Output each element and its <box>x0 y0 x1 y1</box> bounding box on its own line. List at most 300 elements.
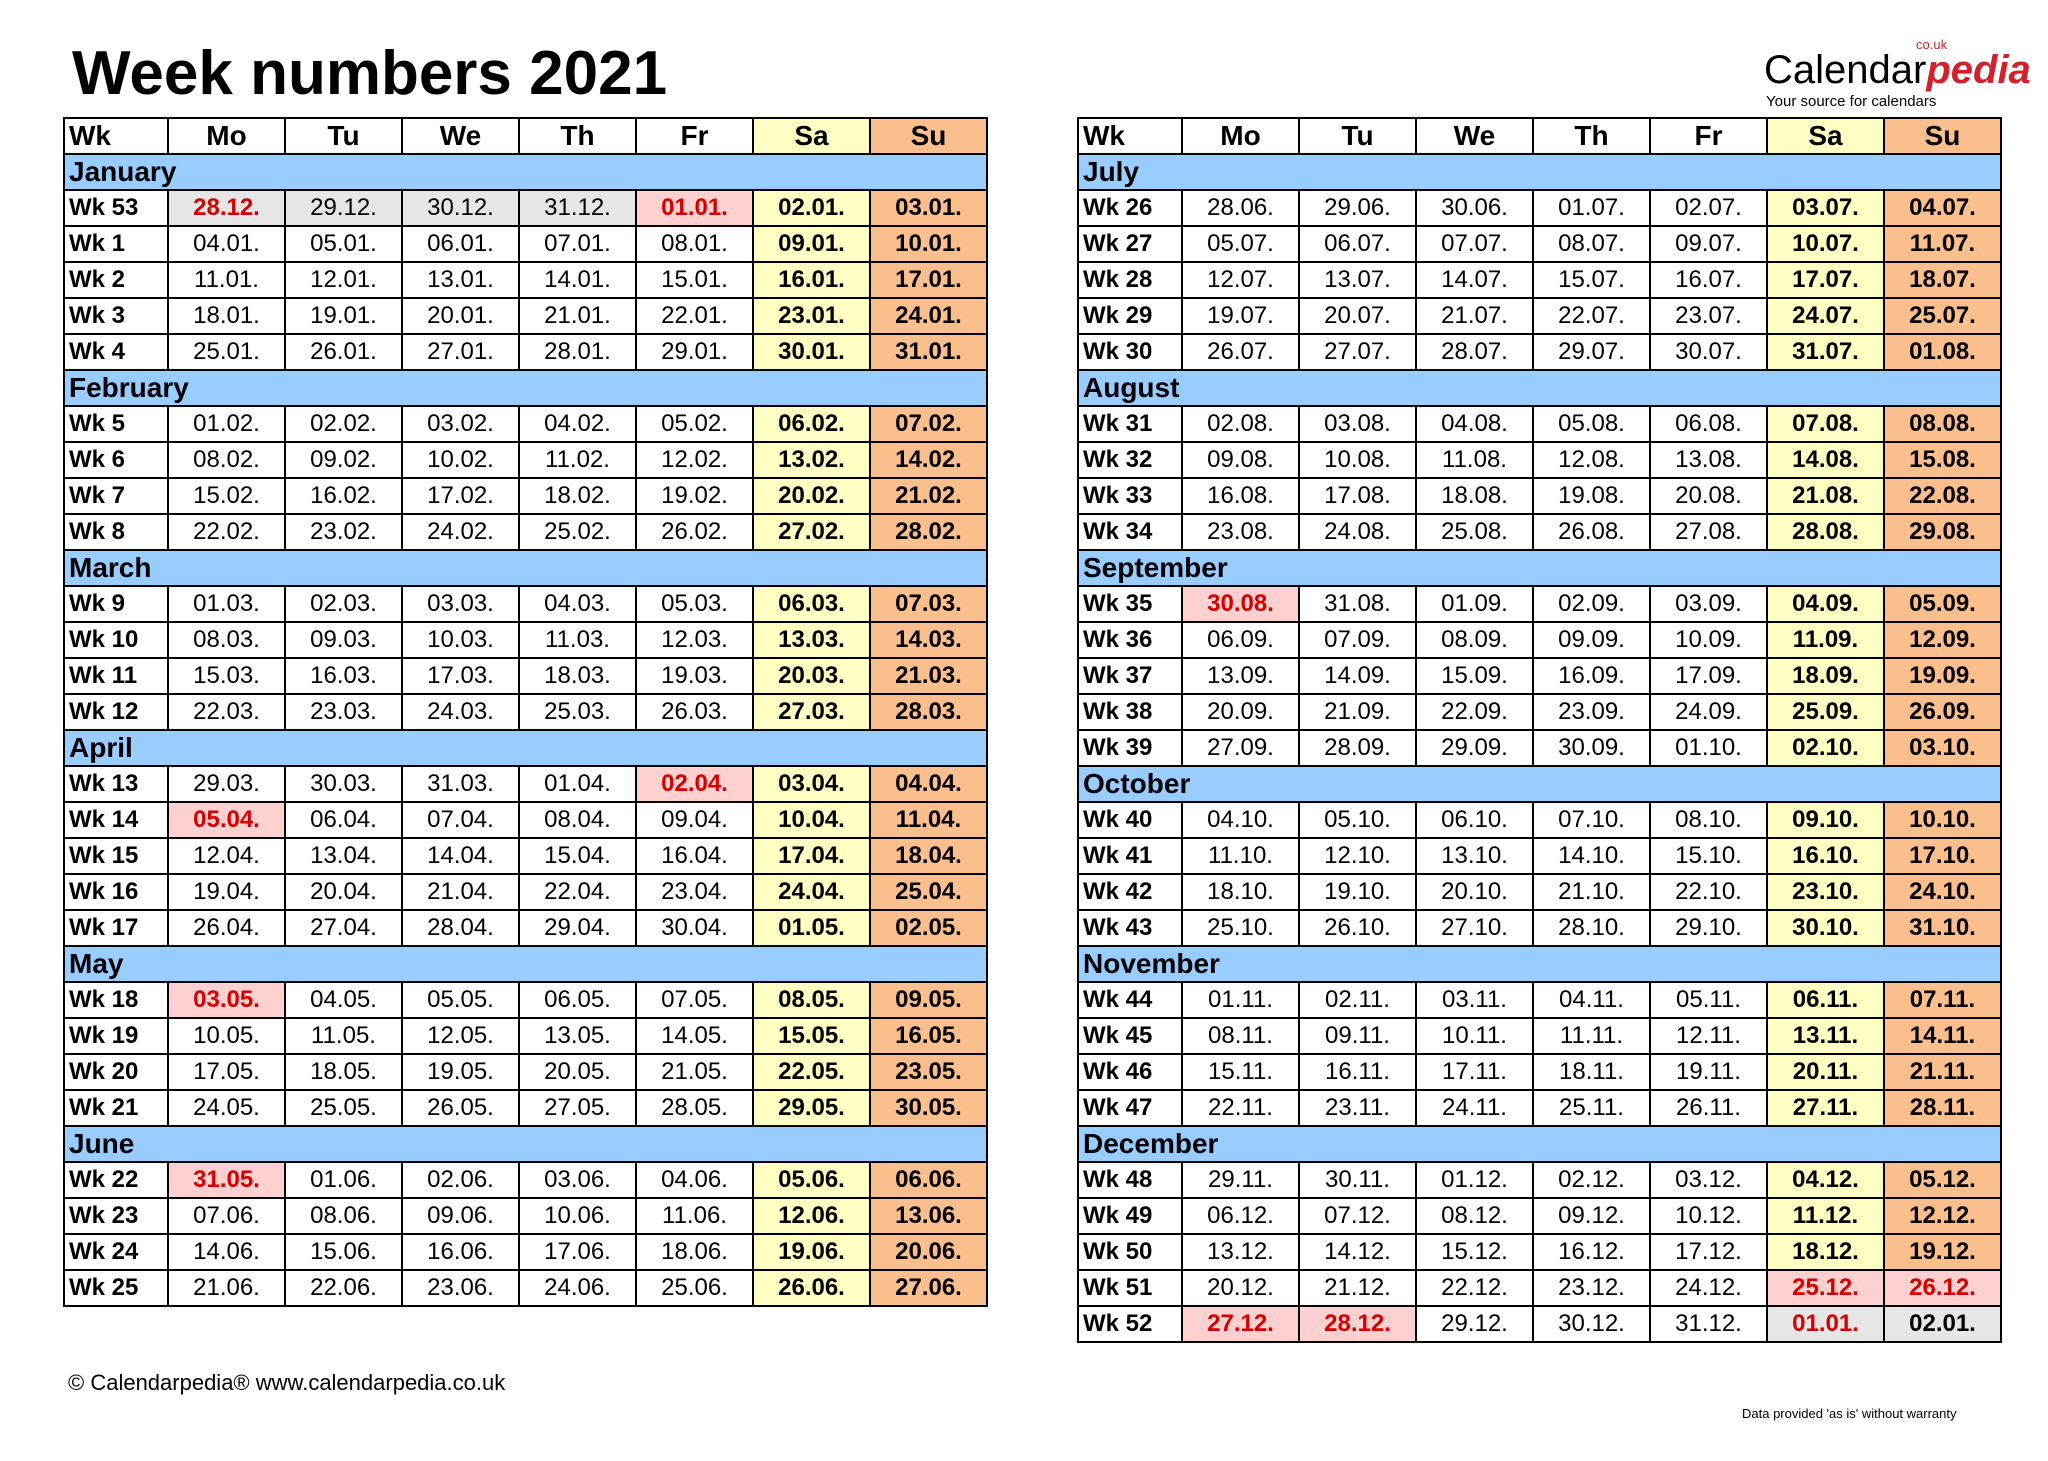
date-cell: 25.06. <box>636 1270 753 1306</box>
date-cell: 01.05. <box>753 910 870 946</box>
date-cell: 21.03. <box>870 658 987 694</box>
date-cell: 02.08. <box>1182 406 1299 442</box>
date-cell: 05.01. <box>285 226 402 262</box>
date-cell: 23.03. <box>285 694 402 730</box>
week-number: Wk 35 <box>1078 586 1182 622</box>
week-number: Wk 38 <box>1078 694 1182 730</box>
holiday-date-cell: 01.01. <box>1767 1306 1884 1342</box>
column-header-mo: Mo <box>168 118 285 154</box>
date-cell: 26.10. <box>1299 910 1416 946</box>
column-header-sa: Sa <box>753 118 870 154</box>
date-cell: 09.05. <box>870 982 987 1018</box>
date-cell: 07.08. <box>1767 406 1884 442</box>
date-cell: 05.03. <box>636 586 753 622</box>
date-cell: 28.11. <box>1884 1090 2001 1126</box>
date-cell: 21.12. <box>1299 1270 1416 1306</box>
date-cell: 24.05. <box>168 1090 285 1126</box>
date-cell: 01.06. <box>285 1162 402 1198</box>
date-cell: 31.10. <box>1884 910 2001 946</box>
date-cell: 18.08. <box>1416 478 1533 514</box>
column-header-we: We <box>1416 118 1533 154</box>
week-row <box>1078 1198 2001 1234</box>
date-cell: 29.04. <box>519 910 636 946</box>
week-number: Wk 31 <box>1078 406 1182 442</box>
date-cell: 25.02. <box>519 514 636 550</box>
date-cell: 19.10. <box>1299 874 1416 910</box>
week-number: Wk 23 <box>64 1198 168 1234</box>
date-cell: 22.02. <box>168 514 285 550</box>
date-cell: 02.10. <box>1767 730 1884 766</box>
date-cell: 28.04. <box>402 910 519 946</box>
date-cell: 12.05. <box>402 1018 519 1054</box>
month-label: November <box>1078 946 2001 982</box>
date-cell: 01.04. <box>519 766 636 802</box>
month-label: March <box>64 550 987 586</box>
date-cell: 06.09. <box>1182 622 1299 658</box>
date-cell: 27.03. <box>753 694 870 730</box>
week-number: Wk 25 <box>64 1270 168 1306</box>
date-cell: 10.12. <box>1650 1198 1767 1234</box>
date-cell: 12.11. <box>1650 1018 1767 1054</box>
footer-disclaimer: Data provided 'as is' without warranty <box>1742 1406 1957 1421</box>
date-cell: 22.09. <box>1416 694 1533 730</box>
week-row <box>1078 658 2001 694</box>
date-cell: 04.07. <box>1884 190 2001 226</box>
date-cell: 06.01. <box>402 226 519 262</box>
column-header-su: Su <box>870 118 987 154</box>
date-cell: 05.06. <box>753 1162 870 1198</box>
date-cell: 18.01. <box>168 298 285 334</box>
date-cell: 02.06. <box>402 1162 519 1198</box>
week-row <box>1078 478 2001 514</box>
date-cell: 14.05. <box>636 1018 753 1054</box>
week-number: Wk 14 <box>64 802 168 838</box>
date-cell: 25.01. <box>168 334 285 370</box>
date-cell: 12.02. <box>636 442 753 478</box>
week-number: Wk 18 <box>64 982 168 1018</box>
date-cell: 27.04. <box>285 910 402 946</box>
date-cell: 28.07. <box>1416 334 1533 370</box>
week-number: Wk 34 <box>1078 514 1182 550</box>
date-cell: 18.12. <box>1767 1234 1884 1270</box>
week-number: Wk 24 <box>64 1234 168 1270</box>
week-number: Wk 8 <box>64 514 168 550</box>
date-cell: 23.09. <box>1533 694 1650 730</box>
month-label: December <box>1078 1126 2001 1162</box>
date-cell: 24.10. <box>1884 874 2001 910</box>
week-row <box>64 766 987 802</box>
week-row <box>64 334 987 370</box>
date-cell: 08.01. <box>636 226 753 262</box>
calendar-table-first-half <box>63 117 988 1307</box>
date-cell: 15.08. <box>1884 442 2001 478</box>
date-cell: 14.03. <box>870 622 987 658</box>
date-cell: 07.03. <box>870 586 987 622</box>
date-cell: 29.12. <box>285 190 402 226</box>
week-number: Wk 29 <box>1078 298 1182 334</box>
date-cell: 02.05. <box>870 910 987 946</box>
date-cell: 09.02. <box>285 442 402 478</box>
date-cell: 18.03. <box>519 658 636 694</box>
week-number: Wk 21 <box>64 1090 168 1126</box>
date-cell: 27.02. <box>753 514 870 550</box>
date-cell: 24.11. <box>1416 1090 1533 1126</box>
date-cell: 12.12. <box>1884 1198 2001 1234</box>
date-cell: 10.07. <box>1767 226 1884 262</box>
date-cell: 27.06. <box>870 1270 987 1306</box>
holiday-date-cell: 28.12. <box>1299 1306 1416 1342</box>
column-header-fr: Fr <box>636 118 753 154</box>
holiday-date-cell: 26.12. <box>1884 1270 2001 1306</box>
date-cell: 07.09. <box>1299 622 1416 658</box>
week-number: Wk 9 <box>64 586 168 622</box>
date-cell: 26.07. <box>1182 334 1299 370</box>
date-cell: 31.07. <box>1767 334 1884 370</box>
week-number: Wk 37 <box>1078 658 1182 694</box>
date-cell: 07.07. <box>1416 226 1533 262</box>
date-cell: 22.06. <box>285 1270 402 1306</box>
week-row <box>1078 838 2001 874</box>
date-cell: 03.10. <box>1884 730 2001 766</box>
column-header-wk: Wk <box>64 118 168 154</box>
week-number: Wk 19 <box>64 1018 168 1054</box>
date-cell: 05.12. <box>1884 1162 2001 1198</box>
week-row <box>1078 1054 2001 1090</box>
date-cell: 06.03. <box>753 586 870 622</box>
column-header-th: Th <box>519 118 636 154</box>
week-number: Wk 33 <box>1078 478 1182 514</box>
holiday-date-cell: 01.01. <box>636 190 753 226</box>
date-cell: 17.12. <box>1650 1234 1767 1270</box>
date-cell: 07.10. <box>1533 802 1650 838</box>
date-cell: 23.05. <box>870 1054 987 1090</box>
date-cell: 30.05. <box>870 1090 987 1126</box>
date-cell: 13.09. <box>1182 658 1299 694</box>
date-cell: 03.03. <box>402 586 519 622</box>
date-cell: 02.03. <box>285 586 402 622</box>
date-cell: 15.03. <box>168 658 285 694</box>
date-cell: 11.02. <box>519 442 636 478</box>
date-cell: 24.03. <box>402 694 519 730</box>
week-number: Wk 48 <box>1078 1162 1182 1198</box>
date-cell: 12.10. <box>1299 838 1416 874</box>
date-cell: 15.01. <box>636 262 753 298</box>
date-cell: 15.10. <box>1650 838 1767 874</box>
month-label: October <box>1078 766 2001 802</box>
column-header-tu: Tu <box>285 118 402 154</box>
week-number: Wk 27 <box>1078 226 1182 262</box>
date-cell: 24.12. <box>1650 1270 1767 1306</box>
date-cell: 27.05. <box>519 1090 636 1126</box>
date-cell: 09.06. <box>402 1198 519 1234</box>
week-number: Wk 44 <box>1078 982 1182 1018</box>
date-cell: 05.11. <box>1650 982 1767 1018</box>
week-row <box>1078 1090 2001 1126</box>
date-cell: 31.12. <box>519 190 636 226</box>
column-header-th: Th <box>1533 118 1650 154</box>
date-cell: 15.06. <box>285 1234 402 1270</box>
date-cell: 01.08. <box>1884 334 2001 370</box>
holiday-date-cell: 02.04. <box>636 766 753 802</box>
week-row <box>1078 730 2001 766</box>
holiday-date-cell: 03.05. <box>168 982 285 1018</box>
date-cell: 18.10. <box>1182 874 1299 910</box>
date-cell: 14.02. <box>870 442 987 478</box>
date-cell: 01.09. <box>1416 586 1533 622</box>
date-cell: 22.11. <box>1182 1090 1299 1126</box>
date-cell: 12.04. <box>168 838 285 874</box>
date-cell: 30.01. <box>753 334 870 370</box>
date-cell: 02.09. <box>1533 586 1650 622</box>
date-cell: 27.07. <box>1299 334 1416 370</box>
date-cell: 14.11. <box>1884 1018 2001 1054</box>
date-cell: 17.10. <box>1884 838 2001 874</box>
date-cell: 30.12. <box>1533 1306 1650 1342</box>
calendarpedia-logo[interactable] <box>1764 37 2031 110</box>
date-cell: 11.05. <box>285 1018 402 1054</box>
logo-brand-a: Calendar <box>1764 48 1927 92</box>
week-row <box>1078 622 2001 658</box>
date-cell: 01.07. <box>1533 190 1650 226</box>
week-number: Wk 42 <box>1078 874 1182 910</box>
date-cell: 05.10. <box>1299 802 1416 838</box>
week-row <box>64 982 987 1018</box>
date-cell: 16.07. <box>1650 262 1767 298</box>
date-cell: 20.05. <box>519 1054 636 1090</box>
date-cell: 23.01. <box>753 298 870 334</box>
date-cell: 11.10. <box>1182 838 1299 874</box>
date-cell: 22.07. <box>1533 298 1650 334</box>
week-number: Wk 2 <box>64 262 168 298</box>
date-cell: 08.05. <box>753 982 870 1018</box>
date-cell: 04.10. <box>1182 802 1299 838</box>
week-row <box>1078 514 2001 550</box>
date-cell: 11.06. <box>636 1198 753 1234</box>
date-cell: 31.01. <box>870 334 987 370</box>
date-cell: 10.02. <box>402 442 519 478</box>
date-cell: 04.04. <box>870 766 987 802</box>
date-cell: 31.12. <box>1650 1306 1767 1342</box>
date-cell: 21.08. <box>1767 478 1884 514</box>
date-cell: 30.06. <box>1416 190 1533 226</box>
date-cell: 23.10. <box>1767 874 1884 910</box>
week-row <box>1078 1306 2001 1342</box>
date-cell: 21.04. <box>402 874 519 910</box>
week-row <box>64 1090 987 1126</box>
date-cell: 01.11. <box>1182 982 1299 1018</box>
date-cell: 29.06. <box>1299 190 1416 226</box>
week-number: Wk 30 <box>1078 334 1182 370</box>
date-cell: 20.08. <box>1650 478 1767 514</box>
date-cell: 10.01. <box>870 226 987 262</box>
week-row <box>1078 262 2001 298</box>
date-cell: 25.09. <box>1767 694 1884 730</box>
date-cell: 20.03. <box>753 658 870 694</box>
date-cell: 24.06. <box>519 1270 636 1306</box>
holiday-date-cell: 25.12. <box>1767 1270 1884 1306</box>
week-row <box>1078 1270 2001 1306</box>
date-cell: 19.02. <box>636 478 753 514</box>
date-cell: 24.04. <box>753 874 870 910</box>
date-cell: 23.02. <box>285 514 402 550</box>
week-row <box>64 1198 987 1234</box>
date-cell: 13.01. <box>402 262 519 298</box>
date-cell: 17.05. <box>168 1054 285 1090</box>
date-cell: 12.09. <box>1884 622 2001 658</box>
date-cell: 05.08. <box>1533 406 1650 442</box>
date-cell: 16.09. <box>1533 658 1650 694</box>
date-cell: 17.08. <box>1299 478 1416 514</box>
date-cell: 21.05. <box>636 1054 753 1090</box>
date-cell: 23.04. <box>636 874 753 910</box>
date-cell: 30.10. <box>1767 910 1884 946</box>
date-cell: 24.09. <box>1650 694 1767 730</box>
date-cell: 11.03. <box>519 622 636 658</box>
date-cell: 17.07. <box>1767 262 1884 298</box>
date-cell: 03.01. <box>870 190 987 226</box>
date-cell: 18.02. <box>519 478 636 514</box>
date-cell: 02.11. <box>1299 982 1416 1018</box>
date-cell: 01.12. <box>1416 1162 1533 1198</box>
date-cell: 16.11. <box>1299 1054 1416 1090</box>
date-cell: 03.09. <box>1650 586 1767 622</box>
date-cell: 20.10. <box>1416 874 1533 910</box>
week-number: Wk 6 <box>64 442 168 478</box>
date-cell: 22.01. <box>636 298 753 334</box>
date-cell: 04.02. <box>519 406 636 442</box>
date-cell: 09.10. <box>1767 802 1884 838</box>
week-row <box>64 1018 987 1054</box>
date-cell: 11.04. <box>870 802 987 838</box>
month-row <box>1078 946 2001 982</box>
date-cell: 27.09. <box>1182 730 1299 766</box>
holiday-date-cell: 31.05. <box>168 1162 285 1198</box>
date-cell: 13.07. <box>1299 262 1416 298</box>
date-cell: 28.05. <box>636 1090 753 1126</box>
date-cell: 06.04. <box>285 802 402 838</box>
week-row <box>1078 190 2001 226</box>
date-cell: 20.01. <box>402 298 519 334</box>
date-cell: 15.11. <box>1182 1054 1299 1090</box>
week-row <box>1078 334 2001 370</box>
date-cell: 15.04. <box>519 838 636 874</box>
date-cell: 05.05. <box>402 982 519 1018</box>
week-row <box>64 1270 987 1306</box>
month-row <box>1078 370 2001 406</box>
week-number: Wk 53 <box>64 190 168 226</box>
date-cell: 13.12. <box>1182 1234 1299 1270</box>
date-cell: 14.04. <box>402 838 519 874</box>
date-cell: 11.09. <box>1767 622 1884 658</box>
date-cell: 17.04. <box>753 838 870 874</box>
week-number: Wk 46 <box>1078 1054 1182 1090</box>
date-cell: 16.02. <box>285 478 402 514</box>
date-cell: 14.01. <box>519 262 636 298</box>
date-cell: 16.12. <box>1533 1234 1650 1270</box>
week-row <box>64 190 987 226</box>
date-cell: 28.06. <box>1182 190 1299 226</box>
column-header-we: We <box>402 118 519 154</box>
date-cell: 25.11. <box>1533 1090 1650 1126</box>
date-cell: 16.03. <box>285 658 402 694</box>
date-cell: 12.01. <box>285 262 402 298</box>
week-row <box>1078 442 2001 478</box>
week-number: Wk 16 <box>64 874 168 910</box>
date-cell: 03.08. <box>1299 406 1416 442</box>
date-cell: 07.01. <box>519 226 636 262</box>
week-number: Wk 17 <box>64 910 168 946</box>
date-cell: 07.06. <box>168 1198 285 1234</box>
date-cell: 28.08. <box>1767 514 1884 550</box>
date-cell: 19.03. <box>636 658 753 694</box>
date-cell: 19.08. <box>1533 478 1650 514</box>
date-cell: 27.01. <box>402 334 519 370</box>
month-row <box>64 946 987 982</box>
date-cell: 27.10. <box>1416 910 1533 946</box>
week-number: Wk 1 <box>64 226 168 262</box>
date-cell: 17.09. <box>1650 658 1767 694</box>
header-row <box>1078 118 2001 154</box>
date-cell: 30.12. <box>402 190 519 226</box>
date-cell: 18.07. <box>1884 262 2001 298</box>
date-cell: 25.08. <box>1416 514 1533 550</box>
date-cell: 18.04. <box>870 838 987 874</box>
week-row <box>64 298 987 334</box>
date-cell: 11.11. <box>1533 1018 1650 1054</box>
date-cell: 26.09. <box>1884 694 2001 730</box>
calendar-table-second-half <box>1077 117 2002 1343</box>
week-number: Wk 26 <box>1078 190 1182 226</box>
month-row <box>1078 1126 2001 1162</box>
week-number: Wk 39 <box>1078 730 1182 766</box>
date-cell: 13.06. <box>870 1198 987 1234</box>
date-cell: 13.08. <box>1650 442 1767 478</box>
date-cell: 03.06. <box>519 1162 636 1198</box>
date-cell: 26.04. <box>168 910 285 946</box>
date-cell: 17.11. <box>1416 1054 1533 1090</box>
date-cell: 23.12. <box>1533 1270 1650 1306</box>
date-cell: 17.01. <box>870 262 987 298</box>
date-cell: 30.09. <box>1533 730 1650 766</box>
date-cell: 02.07. <box>1650 190 1767 226</box>
date-cell: 07.05. <box>636 982 753 1018</box>
date-cell: 07.11. <box>1884 982 2001 1018</box>
date-cell: 26.03. <box>636 694 753 730</box>
month-row <box>64 154 987 190</box>
week-row <box>1078 586 2001 622</box>
week-row <box>1078 1162 2001 1198</box>
date-cell: 09.03. <box>285 622 402 658</box>
week-row <box>1078 226 2001 262</box>
date-cell: 02.02. <box>285 406 402 442</box>
date-cell: 11.08. <box>1416 442 1533 478</box>
month-row <box>1078 766 2001 802</box>
week-number: Wk 10 <box>64 622 168 658</box>
date-cell: 22.03. <box>168 694 285 730</box>
date-cell: 18.06. <box>636 1234 753 1270</box>
date-cell: 08.09. <box>1416 622 1533 658</box>
week-row <box>64 406 987 442</box>
week-row <box>1078 1234 2001 1270</box>
week-row <box>1078 910 2001 946</box>
date-cell: 20.09. <box>1182 694 1299 730</box>
week-number: Wk 36 <box>1078 622 1182 658</box>
week-number: Wk 40 <box>1078 802 1182 838</box>
date-cell: 06.11. <box>1767 982 1884 1018</box>
month-label: May <box>64 946 987 982</box>
date-cell: 14.06. <box>168 1234 285 1270</box>
week-number: Wk 11 <box>64 658 168 694</box>
